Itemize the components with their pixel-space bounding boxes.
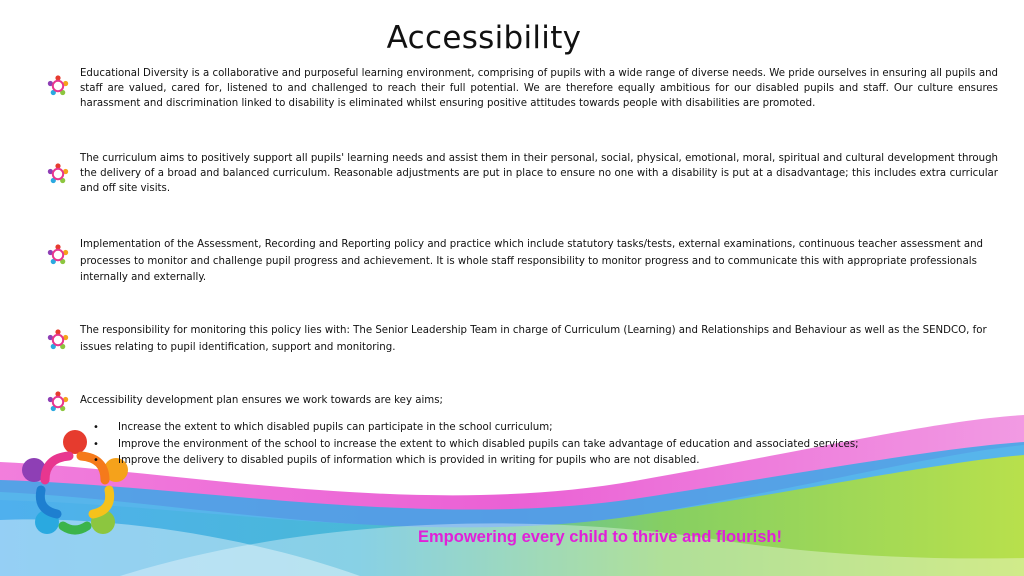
list-item: • Improve the environment of the school to increase the extent to which disabled pupils can take advantage of education and associated services; [118,437,859,454]
paragraph-responsibility: The responsibility for monitoring this policy lies with: The Senior Leadership Team in charge of Curriculum (Learning) and Relationships and Behaviour as well as the SENDCO, for issues relating to pupil identification, support and monitoring. [80,325,987,353]
ring-of-people-icon [46,243,70,267]
paragraph-curriculum: The curriculum aims to positively support all pupils' learning needs and assist them in their personal, social, physical, emotional, moral, spiritual and cultural development through the delivery of a broad and balanced curriculum. Reasonable adjustments are put in place to ensure no one with a disability is put at a disadvantage; this includes extra curricular and off site visits. [80,153,998,194]
paragraph-intro: Educational Diversity is a collaborative and purposeful learning environment, comprising of pupils with a wide range of diverse needs. We pride ourselves in ensuring all pupils and staff are valued, cared for, listened to and challenged to reach their full potential. We are therefore equally ambitious for our disabled pupils and staff. Our culture ensures harassment and discrimination linked to disability is eliminated whilst ensuring positive attitudes towards people with disabilities are promoted. [80,68,998,109]
ring-of-people-icon [46,74,70,98]
aims-list [118,420,859,470]
paragraph-plan-intro: Accessibility development plan ensures we work towards are key aims; [80,395,443,406]
ring-of-people-icon [46,162,70,186]
ring-of-people-icon [46,390,70,414]
list-item: • Improve the delivery to disabled pupils of information which is provided in writing for pupils who are not disabled. [118,453,859,470]
page-title: Accessibility [386,20,582,56]
ring-of-people-icon [46,328,70,352]
paragraph-assessment: Implementation of the Assessment, Recording and Reporting policy and practice which include statutory tasks/tests, external examinations, continuous teacher assessment and processes to monitor and challenge pupil progress and achievement. It is whole staff responsibility to monitor progress and to communicate this with appropriate professionals internally and externally. [80,239,984,283]
list-item: • Increase the extent to which disabled pupils can participate in the school curriculum; [118,420,859,437]
tagline: Empowering every child to thrive and flourish! [418,528,782,546]
